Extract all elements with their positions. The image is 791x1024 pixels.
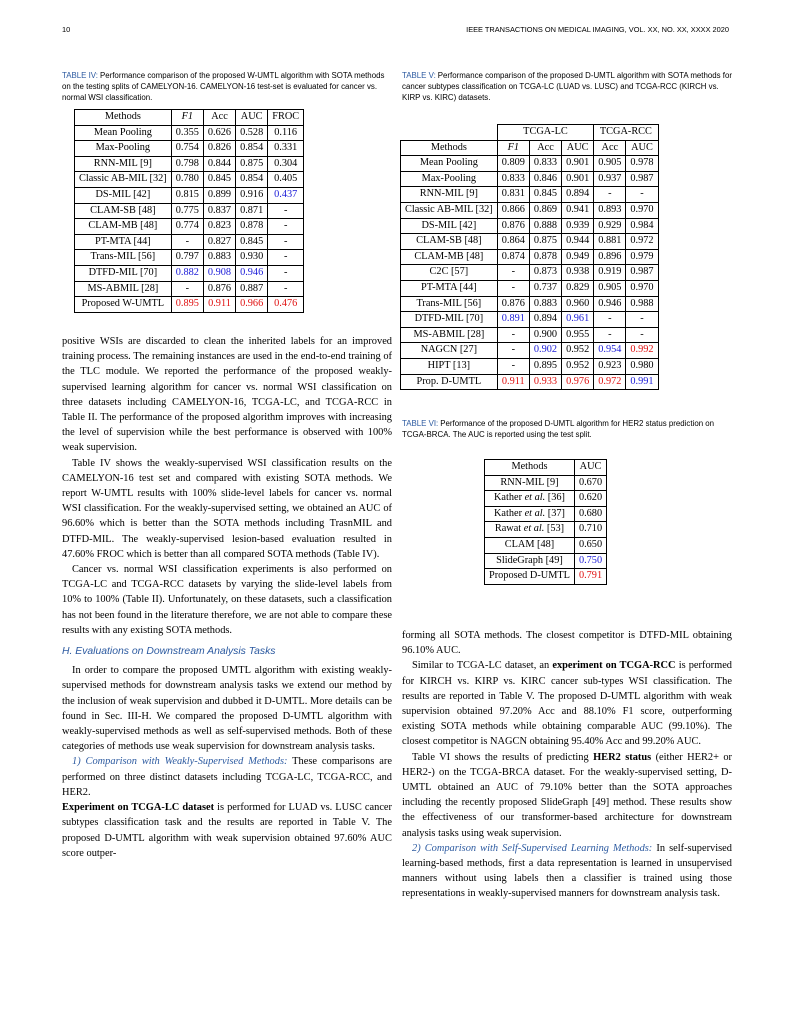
table4-value-cell: 0.754 [171, 141, 203, 157]
table5-value-cell: 0.873 [529, 265, 561, 281]
running-header: IEEE TRANSACTIONS ON MEDICAL IMAGING, VOL. XX, NO. XX, XXXX 2020 [466, 25, 729, 34]
table5-value-cell: 0.979 [626, 249, 658, 265]
table4-value-cell: 0.304 [268, 156, 304, 172]
table5-value-cell: 0.846 [529, 171, 561, 187]
table6-value-cell: 0.670 [574, 475, 606, 491]
left-paragraph-1: positive WSIs are discarded to clean the inherited labels for an improved training process. The remaining instances are used in the end-to-end training of the TLC module. We reported the performance of the proposed weakly-supervised learning algorithm for cancer vs. normal WSI classification on three datasets including CAMELYON-16, TCGA-LC, and TCGA-RCC in Table II. The performance of the proposed algorithm improves with increasing the level of supervision while the best performance is observed with 100% weak supervision. [62, 336, 392, 454]
table5-row [401, 249, 659, 265]
table5-caption-text: Performance comparison of the proposed D-UMTL algorithm with SOTA methods for cancer subtypes classification on TCGA-LC (LUAD vs. LUSC) and TCGA-RCC (KIRCH vs. KIRP vs. KIRC) datasets. [402, 71, 733, 102]
table5-value-cell: 0.833 [497, 171, 529, 187]
table4-value-cell: - [268, 281, 304, 297]
table5-value-cell: 0.911 [497, 374, 529, 390]
table5-value-cell: 0.972 [594, 374, 626, 390]
table5-method-cell: Mean Pooling [401, 156, 498, 172]
table6-caption [402, 418, 732, 440]
table4-method-cell: RNN-MIL [9] [75, 156, 172, 172]
table4-value-cell: 0.528 [236, 125, 268, 141]
left-paragraph-3: Cancer vs. normal WSI classification experiments is also performed on TCGA-LC and TCGA-RCC datasets by varying the slide-level labels from 10% to 100% (Table II). Unfortunately, on these datasets, such a classification has not been found in the literature therefore, we are not able to compare these results with any existing SOTA methods. [62, 564, 392, 636]
table4-value-cell: 0.895 [171, 297, 203, 313]
table5-value-cell: 0.941 [562, 202, 594, 218]
table5-value-cell: 0.901 [562, 156, 594, 172]
table5-value-cell: - [594, 187, 626, 203]
table4-value-cell: 0.899 [203, 187, 235, 203]
right-paragraph-4-text: In self-supervised learning-based methods, first a data representation is learned in unsupervised manners without using labels then a classifier is trained using those representations in weakly-supervised manners for downstream analysis task. [402, 842, 732, 900]
table4-value-cell: 0.775 [171, 203, 203, 219]
experiment-tcga-lc-heading: Experiment on TCGA-LC dataset [62, 802, 215, 814]
table6-value-cell: 0.620 [574, 491, 606, 507]
table6-label: TABLE VI: [402, 419, 439, 428]
table6-value-cell: 0.750 [574, 553, 606, 569]
table5-row [401, 280, 659, 296]
table4-value-cell: 0.845 [236, 234, 268, 250]
table5-group-tcga-rcc: TCGA-RCC [594, 125, 658, 141]
table5-row [401, 202, 659, 218]
table4-value-cell: 0.916 [236, 187, 268, 203]
table5-row [401, 327, 659, 343]
table5-value-cell: 0.992 [626, 343, 658, 359]
table4-value-cell: 0.815 [171, 187, 203, 203]
table5-value-cell: 0.866 [497, 202, 529, 218]
table5-value-cell: - [497, 280, 529, 296]
table5-value-cell: 0.919 [594, 265, 626, 281]
table4-value-cell: 0.476 [268, 297, 304, 313]
table6-value-cell: 0.791 [574, 569, 606, 585]
table4-value-cell: 0.798 [171, 156, 203, 172]
table5-method-cell: Trans-MIL [56] [401, 296, 498, 312]
table4-method-cell: DS-MIL [42] [75, 187, 172, 203]
right-paragraph-4 [402, 841, 732, 902]
table4-row [75, 234, 304, 250]
table5-value-cell: 0.954 [594, 343, 626, 359]
table4-row [75, 281, 304, 297]
table5-value-cell: 0.978 [626, 156, 658, 172]
table6-row [485, 475, 607, 491]
table4-method-cell: Trans-MIL [56] [75, 250, 172, 266]
left-paragraph-6 [62, 800, 392, 861]
table4-value-cell: 0.946 [236, 265, 268, 281]
table5-value-cell: 0.895 [529, 358, 561, 374]
table4-row [75, 141, 304, 157]
table5-value-cell: - [497, 343, 529, 359]
table4-value-cell: - [268, 234, 304, 250]
table6-value-cell: 0.710 [574, 522, 606, 538]
table5-value-cell: 0.952 [562, 358, 594, 374]
table5-value-cell: 0.960 [562, 296, 594, 312]
table4-label: TABLE IV: [62, 71, 98, 80]
table5-value-cell: 0.972 [626, 234, 658, 250]
table4-method-cell: CLAM-SB [48] [75, 203, 172, 219]
table5-value-cell: - [497, 358, 529, 374]
table5-value-cell: - [497, 265, 529, 281]
table5-value-cell: 0.833 [529, 156, 561, 172]
table5-method-cell: DTFD-MIL [70] [401, 312, 498, 328]
left-paragraph-2: Table IV shows the weakly-supervised WSI classification results on the CAMELYON-16 test set and compared with existing SOTA methods. We report W-UMTL results with 100% slide-level labels for cancer vs. normal WSI classification. For the weakly-supervised setting, we obtained an AUC of 96.60% which is better than the SOTA methods including TrasnMIL and DTFD-MIL. The weakly-supervised lesion-based evaluation resulted in 47.60% FROC which is better than all compared SOTA methods (Table IV). [62, 457, 392, 560]
table5-value-cell: 0.949 [562, 249, 594, 265]
table4-value-cell: 0.930 [236, 250, 268, 266]
table4-row [75, 250, 304, 266]
table5-row [401, 156, 659, 172]
table5-method-cell: MS-ABMIL [28] [401, 327, 498, 343]
table5-value-cell: 0.991 [626, 374, 658, 390]
table5-value-cell: 0.901 [562, 171, 594, 187]
table5-value-cell: 0.829 [562, 280, 594, 296]
right-paragraph-3 [402, 750, 732, 841]
table4-method-cell: Classic AB-MIL [32] [75, 172, 172, 188]
table6-header-cell: Methods [485, 460, 575, 476]
table6-row [485, 553, 607, 569]
table5-value-cell: 0.900 [529, 327, 561, 343]
table4-value-cell: 0.845 [203, 172, 235, 188]
table4-caption-text: Performance comparison of the proposed W-UMTL algorithm with SOTA methods on the testing splits of CAMELYON-16. CAMELYON-16 test-set is evaluated for cancer vs. normal WSI classification. [62, 71, 385, 102]
page-number: 10 [62, 25, 71, 34]
table6-value-cell: 0.650 [574, 537, 606, 553]
table5-row [401, 218, 659, 234]
table5-group-tcga-lc: TCGA-LC [497, 125, 594, 141]
table4-header-cell: F1 [171, 110, 203, 126]
table5-method-cell: NAGCN [27] [401, 343, 498, 359]
table4-value-cell: 0.827 [203, 234, 235, 250]
table5-row [401, 234, 659, 250]
table5-value-cell: 0.831 [497, 187, 529, 203]
her2-status-heading: HER2 status [593, 751, 652, 763]
table5-row [401, 187, 659, 203]
table4-value-cell: 0.626 [203, 125, 235, 141]
table5-value-cell: 0.894 [529, 312, 561, 328]
table5-row [401, 296, 659, 312]
table4 [74, 109, 304, 313]
table4-value-cell: 0.331 [268, 141, 304, 157]
table4-method-cell: DTFD-MIL [70] [75, 265, 172, 281]
table4-value-cell: 0.854 [236, 172, 268, 188]
right-paragraph-1: forming all SOTA methods. The closest competitor is DTFD-MIL obtaining 96.10% AUC. [402, 630, 732, 657]
left-paragraph-5-text: These comparisons are performed on three distinct datasets including TCGA-LC, TCGA-RCC, and HER2. [62, 756, 392, 798]
table4-method-cell: CLAM-MB [48] [75, 219, 172, 235]
table6-method-cell: Kather et al. [37] [485, 506, 575, 522]
table5-row [401, 312, 659, 328]
table5-method-cell: Max-Pooling [401, 171, 498, 187]
table4-row [75, 125, 304, 141]
table5-row [401, 171, 659, 187]
table5-header-cell: F1 [497, 140, 529, 156]
table5-value-cell: 0.980 [626, 358, 658, 374]
table5-method-cell: HIPT [13] [401, 358, 498, 374]
table4-header-cell: FROC [268, 110, 304, 126]
table5-header-cell: AUC [626, 140, 658, 156]
table4-value-cell: 0.883 [203, 250, 235, 266]
table4-value-cell: - [171, 234, 203, 250]
table4-value-cell: 0.780 [171, 172, 203, 188]
table5-value-cell: 0.864 [497, 234, 529, 250]
table5-value-cell: 0.893 [594, 202, 626, 218]
table4-value-cell: 0.405 [268, 172, 304, 188]
table5-header-cell: AUC [562, 140, 594, 156]
table5-value-cell: 0.970 [626, 280, 658, 296]
table5-value-cell: 0.881 [594, 234, 626, 250]
table5-value-cell: 0.875 [529, 234, 561, 250]
table5-value-cell: 0.984 [626, 218, 658, 234]
subsection-self-supervised: 2) Comparison with Self-Supervised Learning Methods: [412, 842, 653, 854]
table4-value-cell: 0.355 [171, 125, 203, 141]
table4-row [75, 219, 304, 235]
table4-value-cell: 0.908 [203, 265, 235, 281]
table5-value-cell: 0.878 [529, 249, 561, 265]
table4-method-cell: Proposed W-UMTL [75, 297, 172, 313]
table5-value-cell: - [594, 327, 626, 343]
table5-value-cell: - [626, 187, 658, 203]
table4-method-cell: MS-ABMIL [28] [75, 281, 172, 297]
table5-value-cell: 0.987 [626, 265, 658, 281]
table4-row [75, 203, 304, 219]
table6-method-cell: RNN-MIL [9] [485, 475, 575, 491]
table5-value-cell: 0.976 [562, 374, 594, 390]
table4-method-cell: Mean Pooling [75, 125, 172, 141]
table4-row [75, 172, 304, 188]
table4-value-cell: - [268, 203, 304, 219]
table5-method-cell: DS-MIL [42] [401, 218, 498, 234]
table4-row [75, 156, 304, 172]
table4-value-cell: 0.837 [203, 203, 235, 219]
table4-value-cell: 0.854 [236, 141, 268, 157]
table4-row [75, 187, 304, 203]
table4-value-cell: 0.878 [236, 219, 268, 235]
table5-value-cell: - [626, 327, 658, 343]
table5-header-cell: Methods [401, 140, 498, 156]
table4-value-cell: 0.887 [236, 281, 268, 297]
table4-value-cell: 0.966 [236, 297, 268, 313]
table4-value-cell: - [268, 219, 304, 235]
table4-value-cell: 0.882 [171, 265, 203, 281]
table4-value-cell: 0.437 [268, 187, 304, 203]
right-paragraph-3a: Table VI shows the results of predicting [412, 751, 589, 763]
table4-header-cell: AUC [236, 110, 268, 126]
subsection-weakly-supervised: 1) Comparison with Weakly-Supervised Methods: [72, 756, 288, 768]
table6-value-cell: 0.680 [574, 506, 606, 522]
left-paragraph-4: In order to compare the proposed UMTL algorithm with existing weakly-supervised methods for downstream analysis tasks we extend our method by the inclusion of weak supervision and dubbed it D-UMTL. More details can be found in Sec. III-H. We compared the proposed D-UMTL algorithm with weakly-supervised methods as well as self-supervised methods. Both of these categories of methods use weak supervision for downstream analysis tasks. [62, 665, 392, 753]
table4-value-cell: 0.844 [203, 156, 235, 172]
table5-value-cell: 0.896 [594, 249, 626, 265]
left-paragraph-6-text: is performed for LUAD vs. LUSC cancer subtypes classification task and the results are reported in Table V. The proposed D-UMTL algorithm with weak supervision obtained 97.60% AUC score outper- [62, 802, 393, 859]
table5-value-cell: 0.939 [562, 218, 594, 234]
table4-value-cell: 0.871 [236, 203, 268, 219]
right-paragraph-3b: (either HER2+ or HER2-) on the TCGA-BRCA dataset. For the weakly-supervised setting, D-UMTL obtained an AUC of 79.10% better than the SOTA approaches including the recently proposed SlideGraph [49] method. These results show the effectiveness of our transformer-based architecture for downstream analysis tasks using weak supervision. [402, 751, 732, 839]
table5-caption [402, 70, 732, 103]
table5-value-cell: 0.970 [626, 202, 658, 218]
table5-value-cell: 0.869 [529, 202, 561, 218]
table5-value-cell: 0.737 [529, 280, 561, 296]
table5-row [401, 358, 659, 374]
table5-value-cell: 0.988 [626, 296, 658, 312]
table5-value-cell: 0.938 [562, 265, 594, 281]
table5-value-cell: 0.937 [594, 171, 626, 187]
table5 [400, 124, 659, 390]
table5-value-cell: 0.905 [594, 156, 626, 172]
table6-row [485, 522, 607, 538]
table5-value-cell: 0.987 [626, 171, 658, 187]
table5-value-cell: - [594, 312, 626, 328]
table5-method-cell: PT-MTA [44] [401, 280, 498, 296]
table4-value-cell: 0.116 [268, 125, 304, 141]
table4-value-cell: - [268, 265, 304, 281]
table5-value-cell: 0.891 [497, 312, 529, 328]
table5-method-cell: RNN-MIL [9] [401, 187, 498, 203]
table4-value-cell: 0.797 [171, 250, 203, 266]
table5-value-cell: 0.905 [594, 280, 626, 296]
table5-value-cell: - [626, 312, 658, 328]
table5-row [401, 265, 659, 281]
table5-value-cell: 0.923 [594, 358, 626, 374]
table6-row [485, 537, 607, 553]
experiment-tcga-rcc-heading: experiment on TCGA-RCC [552, 660, 676, 672]
table5-row [401, 343, 659, 359]
table5-value-cell: 0.955 [562, 327, 594, 343]
table4-value-cell: 0.823 [203, 219, 235, 235]
table6-method-cell: Proposed D-UMTL [485, 569, 575, 585]
left-column [62, 334, 392, 861]
table5-value-cell: 0.888 [529, 218, 561, 234]
table5-label: TABLE V: [402, 71, 436, 80]
table6-header-cell: AUC [574, 460, 606, 476]
table5-value-cell: 0.902 [529, 343, 561, 359]
table6-method-cell: Kather et al. [36] [485, 491, 575, 507]
table4-value-cell: - [171, 281, 203, 297]
table5-method-cell: CLAM-MB [48] [401, 249, 498, 265]
table4-header-cell: Methods [75, 110, 172, 126]
table4-row [75, 265, 304, 281]
table6 [484, 459, 607, 585]
table5-value-cell: 0.944 [562, 234, 594, 250]
table5-method-cell: Classic AB-MIL [32] [401, 202, 498, 218]
table5-value-cell: 0.929 [594, 218, 626, 234]
table5-value-cell: 0.961 [562, 312, 594, 328]
table6-row [485, 491, 607, 507]
table4-method-cell: PT-MTA [44] [75, 234, 172, 250]
left-paragraph-5 [62, 754, 392, 800]
table6-caption-text: Performance of the proposed D-UMTL algorithm for HER2 status prediction on TCGA-BRCA. The AUC is reported using the test split. [402, 419, 715, 439]
table5-value-cell: 0.809 [497, 156, 529, 172]
table5-value-cell: 0.952 [562, 343, 594, 359]
table4-method-cell: Max-Pooling [75, 141, 172, 157]
table4-value-cell: 0.911 [203, 297, 235, 313]
table6-method-cell: Rawat et al. [53] [485, 522, 575, 538]
table6-method-cell: SlideGraph [49] [485, 553, 575, 569]
right-column [402, 628, 732, 902]
table5-method-cell: CLAM-SB [48] [401, 234, 498, 250]
table4-value-cell: 0.876 [203, 281, 235, 297]
table6-row [485, 569, 607, 585]
table5-value-cell: 0.876 [497, 296, 529, 312]
table5-value-cell: - [497, 327, 529, 343]
table5-row [401, 374, 659, 390]
table4-value-cell: 0.774 [171, 219, 203, 235]
table5-value-cell: 0.933 [529, 374, 561, 390]
table4-value-cell: 0.826 [203, 141, 235, 157]
table5-value-cell: 0.894 [562, 187, 594, 203]
table5-method-cell: Prop. D-UMTL [401, 374, 498, 390]
right-paragraph-2 [402, 658, 732, 749]
table4-header-cell: Acc [203, 110, 235, 126]
table5-value-cell: 0.876 [497, 218, 529, 234]
table5-value-cell: 0.845 [529, 187, 561, 203]
section-heading-h: H. Evaluations on Downstream Analysis Tasks [62, 646, 276, 658]
table4-row [75, 297, 304, 313]
table5-method-cell: C2C [57] [401, 265, 498, 281]
right-paragraph-2a: Similar to TCGA-LC dataset, an [412, 660, 550, 672]
table5-header-cell: Acc [594, 140, 626, 156]
table5-value-cell: 0.874 [497, 249, 529, 265]
table5-header-cell: Acc [529, 140, 561, 156]
table4-value-cell: - [268, 250, 304, 266]
table6-row [485, 506, 607, 522]
table6-method-cell: CLAM [48] [485, 537, 575, 553]
right-paragraph-2b: is performed for KIRCH vs. KIRP vs. KIRC cancer sub-types WSI classification. The results are reported in Table V. The proposed D-UMTL algorithm with weak supervision obtained 97.20% Acc and 88.10% F1 score, outperforming existing SOTA methods while obtaining comparable AUC (99.10%). The closest competitor is NAGCN obtaining 95.40% Acc and 99.20% AUC. [402, 660, 733, 748]
table4-value-cell: 0.875 [236, 156, 268, 172]
table5-value-cell: 0.883 [529, 296, 561, 312]
table5-value-cell: 0.946 [594, 296, 626, 312]
table4-caption [62, 70, 392, 103]
